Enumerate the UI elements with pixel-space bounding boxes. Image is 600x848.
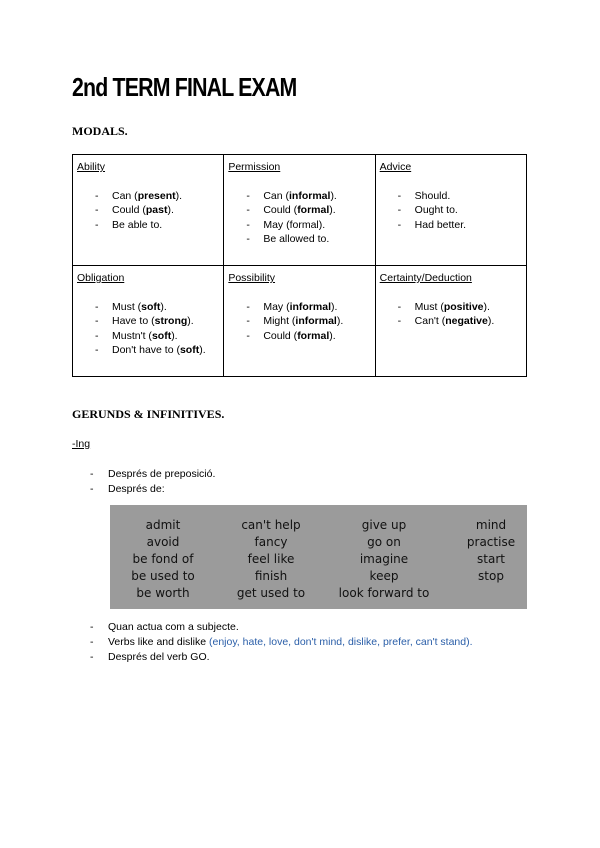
verb-word: imagine [359,552,409,566]
cell-header: Obligation [77,272,125,284]
verb-word: keep [369,569,399,583]
cell-header: Certainty/Deduction [379,272,472,284]
modal-item: - Be allowed to. [246,232,370,247]
cell-list [380,300,522,329]
verb-column [118,517,208,602]
verb-word: go on [367,535,401,549]
verb-word: give up [361,518,407,532]
verb-word: start [477,552,505,566]
modal-item: - Be able to. [95,218,219,233]
verb-word: finish [254,569,288,583]
verb-word: can't help [241,518,301,532]
verb-word: look forward to [338,586,430,600]
modals-cell [73,266,224,377]
cell-list [228,300,370,344]
modal-item: - Can (present). [95,189,219,204]
verb-word: stop [478,569,504,583]
modals-cell [73,155,224,266]
verb-word: mind [475,518,507,532]
modal-item: - Should. [398,189,522,204]
cell-header: Advice [379,161,412,173]
cell-list [228,189,370,247]
cell-header: Ability [77,161,106,173]
verb-image-box [110,505,527,609]
list-after [90,620,473,665]
modal-item: - May (informal). [246,300,370,315]
modal-item: - Could (past). [95,203,219,218]
gerunds-heading: GERUNDS & INFINITIVES. [72,407,225,421]
verb-word: be used to [131,569,195,583]
modals-cell [375,266,526,377]
list-item: - Quan actua com a subjecte. [90,620,473,635]
modal-item: - Might (informal). [246,314,370,329]
ing-subheading: -Ing [72,438,91,450]
verb-word: admit [145,518,181,532]
modal-item: - Mustn't (soft). [95,329,219,344]
verb-column [228,517,314,602]
modal-item: - May (formal). [246,218,370,233]
page-title: 2nd TERM FINAL EXAM [72,72,297,102]
modal-item: - Can't (negative). [398,314,522,329]
modal-item: - Could (formal). [246,203,370,218]
verb-word: feel like [247,552,295,566]
cell-list [77,189,219,233]
cell-header: Possibility [228,272,276,284]
cell-header: Permission [228,161,281,173]
verb-word: be fond of [132,552,194,566]
verb-word: be worth [136,586,190,600]
list-item: - Verbs like and dislike (enjoy, hate, love, don't mind, dislike, prefer, can't stand). [90,635,473,650]
list-before [90,467,215,497]
list-item: - Després de: [90,482,215,497]
verb-word: fancy [254,535,288,549]
modal-item: - Have to (strong). [95,314,219,329]
modals-cell [375,155,526,266]
list-item: - Després de preposició. [90,467,215,482]
modal-item: - Must (soft). [95,300,219,315]
modal-item: - Ought to. [398,203,522,218]
modals-heading: MODALS. [72,124,128,138]
modal-item: - Must (positive). [398,300,522,315]
modal-item: - Don't have to (soft). [95,343,219,358]
verb-word: get used to [236,586,306,600]
modals-cell [224,266,375,377]
list-item: - Després del verb GO. [90,650,473,665]
modal-item: - Could (formal). [246,329,370,344]
modals-table [72,154,527,377]
verb-word: avoid [146,535,180,549]
modals-cell [224,155,375,266]
modal-item: - Can (informal). [246,189,370,204]
cell-list [380,189,522,233]
verb-column [334,517,434,602]
modal-item: - Had better. [398,218,522,233]
verb-word: practise [466,535,516,549]
cell-list [77,300,219,358]
verb-column [460,517,522,585]
